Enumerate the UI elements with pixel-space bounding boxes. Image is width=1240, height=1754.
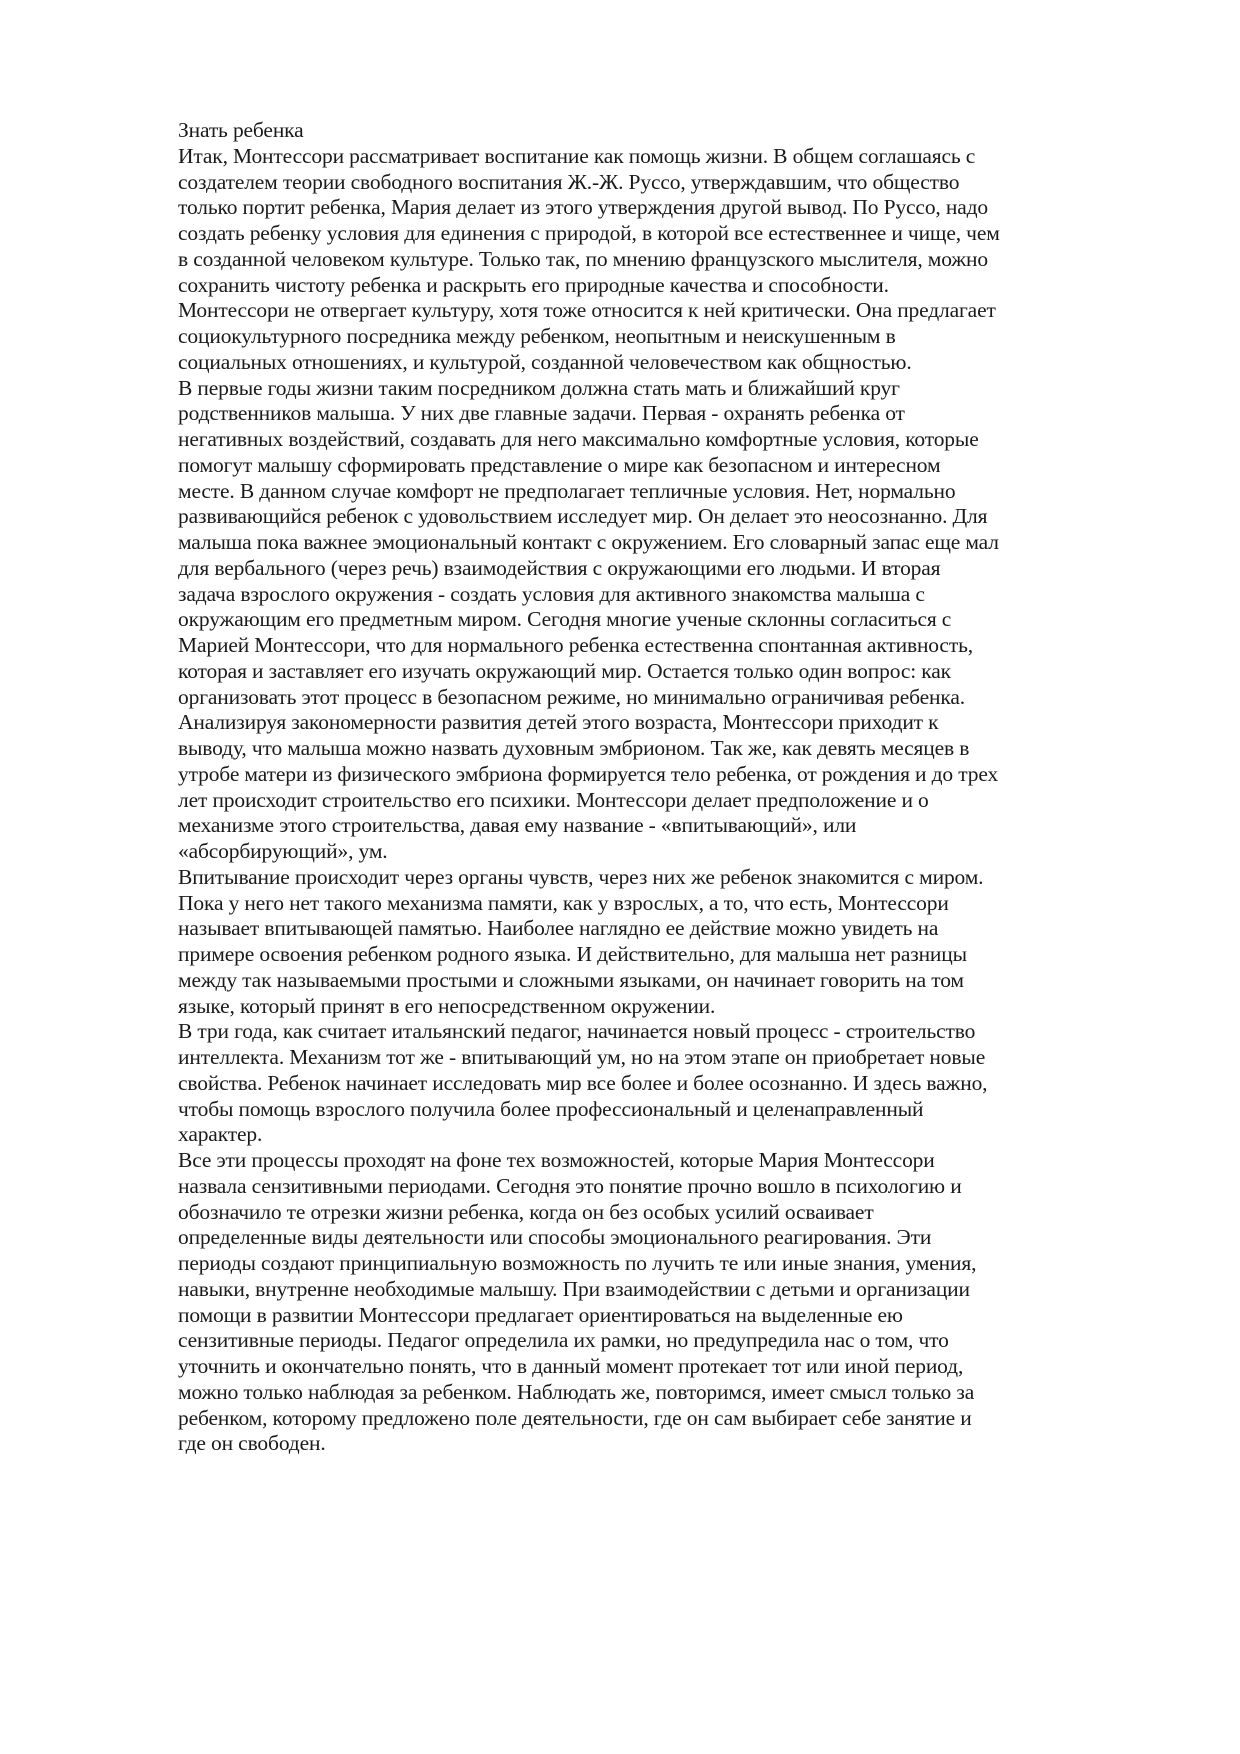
text-line: В первые годы жизни таким посредником должна стать мать и ближайший круг [178, 375, 900, 400]
text-line: которая и заставляет его изучать окружающий мир. Остается только один вопрос: как [178, 658, 951, 683]
document-title: Знать ребенка [178, 118, 304, 142]
text-line: В три года, как считает итальянский педагог, начинается новый процесс - строительство [178, 1019, 976, 1044]
text-line: помощи в развитии Монтессори предлагает ориентироваться на выделенные ею [178, 1302, 903, 1327]
text-line: организовать этот процесс в безопасном режиме, но минимально ограничивая ребенка. [178, 684, 965, 709]
text-line: сохранить чистоту ребенка и раскрыть его природные качества и способности. [178, 272, 889, 297]
text-line: языке, который принят в его непосредственном окружении. [178, 993, 716, 1018]
text-line: между так называемыми простыми и сложными языками, он начинает говорить на том [178, 967, 964, 992]
text-line: определенные виды деятельности или способы эмоционального реагирования. Эти [178, 1225, 932, 1250]
text-line: ребенком, которому предложено поле деятельности, где он сам выбирает себе занятие и [178, 1405, 972, 1430]
text-line: для вербального (через речь) взаимодействия с окружающими его людьми. И вторая [178, 555, 941, 580]
text-line: развивающийся ребенок с удовольствием исследует мир. Он делает это неосознанно. Для [178, 504, 988, 529]
text-line: социальных отношениях, и культурой, созданной человечеством как общностью. [178, 349, 912, 374]
text-line: Пока у него нет такого механизма памяти, как у взрослых, а то, что есть, Монтессори [178, 890, 949, 915]
text-line: малыша пока важнее эмоциональный контакт с окружением. Его словарный запас еще мал [178, 530, 999, 554]
text-line: Монтессори не отвергает культуру, хотя тоже относится к ней критически. Она предлагает [178, 298, 996, 323]
text-line: месте. В данном случае комфорт не предполагает тепличные условия. Нет, нормально [178, 478, 956, 503]
text-line [178, 1457, 1158, 1483]
text-line: только портит ребенка, Мария делает из этого утверждения другой вывод. По Руссо, надо [178, 195, 989, 220]
text-line: создать ребенку условия для единения с природой, в которой все естественнее и чище, чем [178, 221, 1000, 245]
document-body [178, 118, 1158, 1483]
text-line: периоды создают принципиальную возможность по лучить те или иные знания, умения, [178, 1251, 977, 1275]
text-line: Итак, Монтессори рассматривает воспитание как помощь жизни. В общем соглашаясь с [178, 143, 976, 168]
text-line: лет происходит строительство его психики. Монтессори делает предположение и о [178, 787, 929, 812]
text-line: «абсорбирующий», ум. [178, 839, 388, 863]
text-line: где он свободен. [178, 1431, 326, 1456]
text-line: интеллекта. Механизм тот же - впитывающий ум, но на этом этапе он приобретает новые [178, 1045, 986, 1069]
text-line: выводу, что малыша можно назвать духовным эмбрионом. Так же, как девять месяцев в [178, 736, 970, 760]
text-line: Впитывание происходит через органы чувств, через них же ребенок знакомится с миром. [178, 864, 984, 889]
text-line: родственников малыша. У них две главные задачи. Первая - охранять ребенка от [178, 401, 905, 426]
text-line: задача взрослого окружения - создать условия для активного знакомства малыша с [178, 581, 925, 606]
text-line: Все эти процессы проходят на фоне тех возможностей, которые Мария Монтессори [178, 1148, 935, 1172]
text-line: характер. [178, 1122, 263, 1147]
text-line: Марией Монтессори, что для нормального ребенка естественна спонтанная активность, [178, 633, 973, 657]
text-line: утробе матери из физического эмбриона формируется тело ребенка, от рождения и до трех [178, 761, 999, 786]
text-line: в созданной человеком культуре. Только так, по мнению французского мыслителя, можно [178, 246, 988, 271]
text-line: примере освоения ребенком родного языка. И действительно, для малыша нет разницы [178, 942, 967, 966]
text-line: называет впитывающей памятью. Наиболее наглядно ее действие можно увидеть на [178, 916, 939, 941]
text-line: назвала сензитивными периодами. Сегодня это понятие прочно вошло в психологию и [178, 1173, 962, 1198]
text-line: уточнить и окончательно понять, что в данный момент протекает тот или иной период, [178, 1354, 964, 1378]
text-line: негативных воздействий, создавать для него максимально комфортные условия, которые [178, 427, 979, 451]
text-line: обозначило те отрезки жизни ребенка, когда он без особых усилий осваивает [178, 1199, 874, 1224]
text-line: чтобы помощь взрослого получила более профессиональный и целенаправленный [178, 1096, 924, 1121]
text-line: навыки, внутренне необходимые малышу. При взаимодействии с детьми и организации [178, 1276, 970, 1301]
text-line: сензитивные периоды. Педагог определила их рамки, но предупредила нас о том, что [178, 1328, 949, 1353]
text-line: социокультурного посредника между ребенком, неопытным и неискушенным в [178, 324, 896, 348]
text-line: можно только наблюдая за ребенком. Наблюдать же, повторимся, имеет смысл только за [178, 1379, 975, 1404]
text-line: окружающим его предметным миром. Сегодня многие ученые склонны согласиться с [178, 607, 952, 632]
text-line: механизме этого строительства, давая ему название - «впитывающий», или [178, 813, 857, 838]
text-line: свойства. Ребенок начинает исследовать мир все более и более осознанно. И здесь важно, [178, 1070, 988, 1095]
text-line: Анализируя закономерности развития детей этого возраста, Монтессори приходит к [178, 710, 939, 735]
text-line: помогут малышу сформировать представление о мире как безопасном и интересном [178, 452, 941, 477]
text-line: создателем теории свободного воспитания Ж.-Ж. Руссо, утверждавшим, что общество [178, 169, 960, 194]
